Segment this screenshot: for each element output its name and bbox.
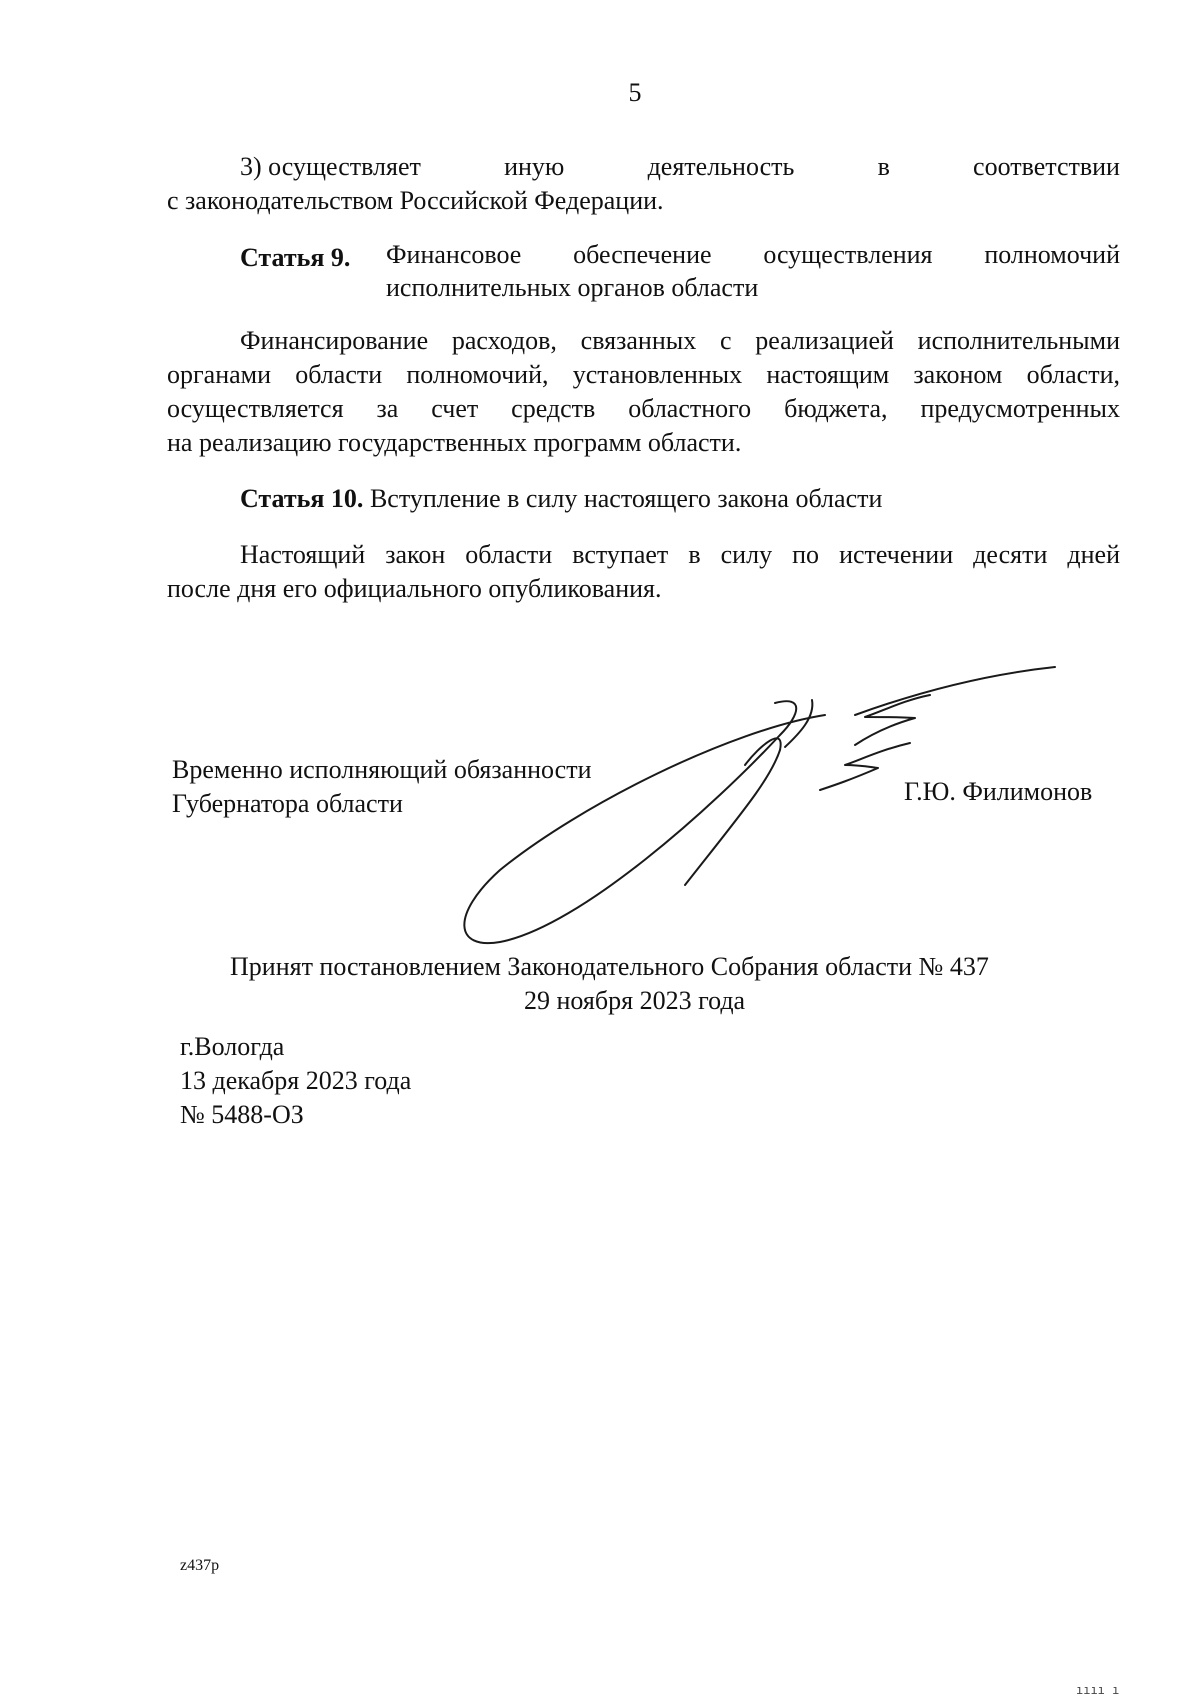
article10-title: Вступление в силу настоящего закона области bbox=[369, 484, 883, 513]
signature-stroke bbox=[685, 738, 781, 885]
article9-title-word: полномочий bbox=[984, 240, 1120, 269]
signature-loop bbox=[464, 701, 825, 943]
article9-title-word: осуществления bbox=[763, 240, 933, 269]
signature-zigzag bbox=[820, 743, 910, 790]
footer-code: z437р bbox=[180, 1557, 220, 1574]
article10-body-line: после дня его официального опубликования. bbox=[167, 574, 662, 603]
article9-body-line: органами области полномочий, установленных настоящим законом области, bbox=[167, 360, 1120, 389]
place-city: г.Вологда bbox=[180, 1032, 285, 1061]
article10-label: Статья 10. bbox=[240, 484, 364, 513]
article9-title-word: обеспечение bbox=[573, 240, 712, 269]
page-number: 5 bbox=[628, 78, 642, 107]
article9-label: Статья 9. bbox=[240, 243, 351, 272]
adoption-line1: Принят постановлением Законодательного Собрания области № 437 bbox=[230, 952, 989, 981]
item3-word: в bbox=[877, 152, 890, 181]
signature-tail bbox=[855, 667, 1055, 715]
item3-word: деятельность bbox=[647, 152, 795, 181]
scan-marks: ıııı ı bbox=[1076, 1683, 1120, 1697]
signature-mark bbox=[460, 655, 1070, 945]
item3-word: 3) осуществляет bbox=[240, 152, 421, 181]
document-number: № 5488-ОЗ bbox=[180, 1100, 304, 1129]
article9-title-line2: исполнительных органов области bbox=[386, 273, 759, 302]
article10-heading bbox=[240, 482, 882, 516]
article9-title-word: Финансовое bbox=[386, 240, 522, 269]
article9-body-line: Финансирование расходов, связанных с реализацией исполнительными bbox=[240, 326, 1120, 355]
signatory-name: Г.Ю. Филимонов bbox=[904, 777, 1093, 806]
article9-title-line1 bbox=[386, 238, 1120, 272]
article10-body-line: Настоящий закон области вступает в силу по истечении десяти дней bbox=[240, 540, 1120, 569]
place-date: 13 декабря 2023 года bbox=[180, 1066, 412, 1095]
article9-body-line: осуществляется за счет средств областного бюджета, предусмотренных bbox=[167, 394, 1120, 423]
item3-word: соответствии bbox=[973, 152, 1120, 181]
item3-line1 bbox=[240, 150, 1120, 184]
adoption-line2: 29 ноября 2023 года bbox=[524, 986, 746, 1015]
item3-line2: с законодательством Российской Федерации. bbox=[167, 186, 664, 215]
item3-word: иную bbox=[504, 152, 565, 181]
article9-body-line: на реализацию государственных программ области. bbox=[167, 428, 742, 457]
signatory-position-line2: Губернатора области bbox=[172, 789, 403, 818]
signatory-position-line1: Временно исполняющий обязанности bbox=[172, 755, 592, 784]
